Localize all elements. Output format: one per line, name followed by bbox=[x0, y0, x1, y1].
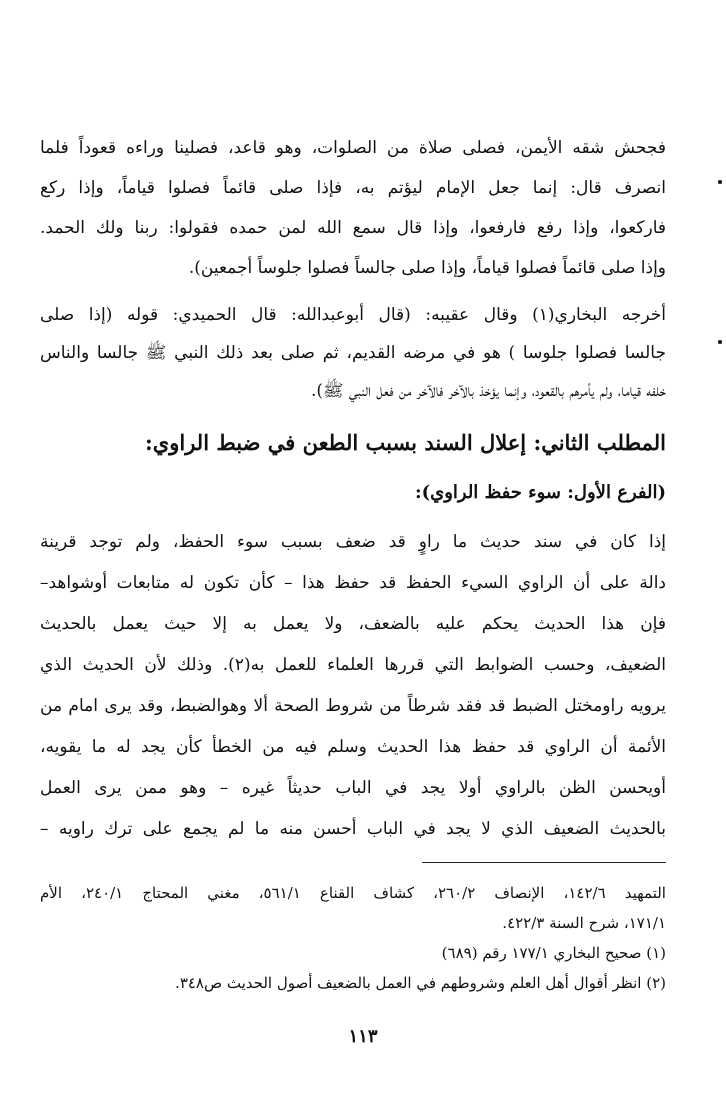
text-line: جالسا فصلوا جلوسا ) هو في مرضه القديم، ثم صلى بعد ذلك النبي ﷺ جالسا والناس bbox=[40, 343, 666, 363]
text-line: إذا كان في سند حديث ما راوٍ قد ضعف بسبب سوء الحفظ، ولم توجد قرينة bbox=[40, 532, 666, 552]
footnote-line: (٢) انظر أقوال أهل العلم وشروطهم في العمل بالضعيف أصول الحديث ص٣٤٨. bbox=[175, 974, 666, 992]
section-heading: المطلب الثاني: إعلال السند بسبب الطعن في ضبط الراوي: bbox=[145, 430, 666, 455]
text-line: بالحديث الضعيف الذي لا يجد في الباب أحسن منه ما لم يجمع على ترك راويه – bbox=[40, 819, 666, 839]
text-line: انصرف قال: إنما جعل الإمام ليؤتم به، فإذا صلى قائماً فصلوا قياماً، وإذا ركع bbox=[40, 178, 666, 198]
text-line: أويحسن الظن بالراوي أولا يجد في الباب حديثاً غيره – وهو ممن يرى العمل bbox=[40, 778, 666, 798]
text-line: الضعيف، وحسب الضوابط التي قررها العلماء للعمل به(٢). وذلك لأن الحديث الذي bbox=[40, 655, 666, 675]
text-line: فإن هذا الحديث يحكم عليه بالضعف، ولا يعمل به إلا حيث يعمل بالحديث bbox=[40, 614, 666, 634]
text-line: دالة على أن الراوي السيء الحفظ قد حفظ هذا – كأن تكون له متابعات أوشواهد– bbox=[40, 573, 666, 593]
paragraph-bukhari-note bbox=[40, 296, 666, 410]
footnote-divider bbox=[422, 862, 666, 863]
subsection-heading: (الفرع الأول: سوء حفظ الراوي): bbox=[414, 482, 666, 503]
text-line: يرويه راومختل الضبط قد فقد شرطاً من شروط الصحة ألا وهوالضبط، وقد يرى امام من bbox=[40, 696, 666, 716]
text-line: أخرجه البخاري(١) وقال عقيبه: (قال أبوعبدالله: قال الحميدي: قوله (إذا صلى bbox=[40, 305, 666, 325]
paragraph-hadith-text bbox=[40, 128, 666, 288]
footnote-line: التمهيد ١٤٢/٦، الإنصاف ٢٦٠/٢، كشاف القناع ٥٦١/١، مغني المحتاج ٢٤٠/١، الأم bbox=[40, 884, 666, 902]
footnote-line: ١٧١/١، شرح السنة ٤٢٢/٣. bbox=[502, 914, 666, 932]
margin-dot bbox=[718, 340, 722, 344]
text-line: خلفه قياما، ولم يأمرهم بالقعود، وإنما يؤخذ بالآخر فالآخر من فعل النبي ﷺ). bbox=[310, 381, 666, 401]
paragraph-weak-memory bbox=[40, 522, 666, 850]
footnote-line: (١) صحيح البخاري ١٧٧/١ رقم (٦٨٩) bbox=[441, 944, 666, 962]
margin-dot bbox=[718, 180, 722, 184]
page-number: ١١٣ bbox=[348, 1026, 378, 1047]
text-line: وإذا صلى قائماً فصلوا قياماً، وإذا صلى جالساً فصلوا جلوساً أجمعين). bbox=[188, 258, 666, 278]
footnotes bbox=[40, 878, 666, 998]
text-line: فجحش شقه الأيمن، فصلى صلاة من الصلوات، وهو قاعد، فصلينا وراءه قعوداً فلما bbox=[40, 138, 666, 158]
text-line: الأئمة أن الراوي قد حفظ هذا الحديث وسلم فيه من الخطأ كأن يجد له ما يقويه، bbox=[40, 737, 666, 757]
text-line: فاركعوا، وإذا رفع فارفعوا، وإذا قال سمع الله لمن حمده فقولوا: ربنا ولك الحمد. bbox=[40, 218, 666, 238]
